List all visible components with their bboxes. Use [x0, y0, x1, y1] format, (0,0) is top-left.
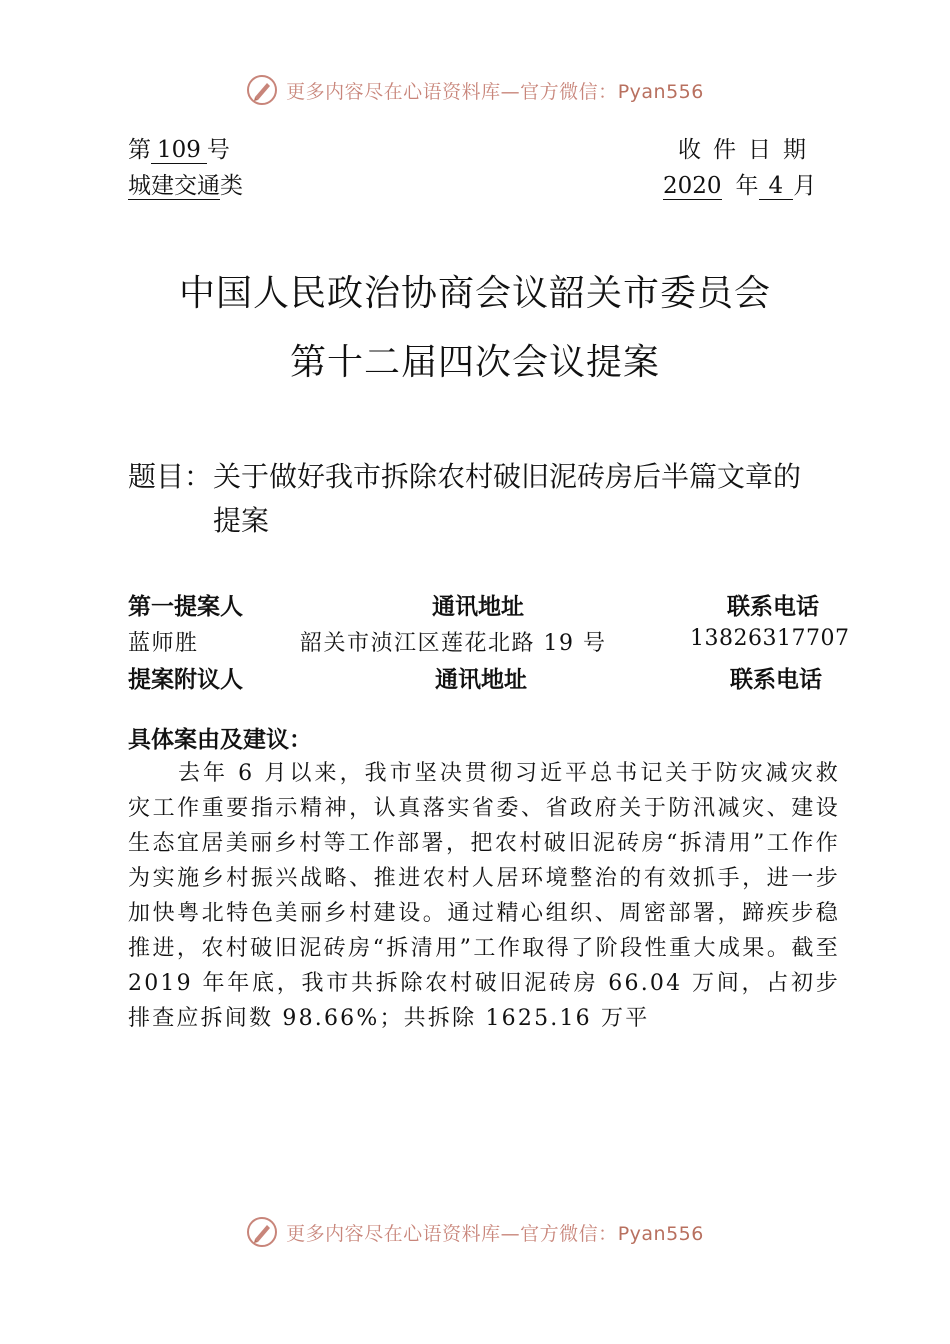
content-heading: 具体案由及建议： — [128, 727, 312, 753]
category: 城建交通类 — [128, 173, 243, 199]
receive-date: 2020 年 4 月 — [663, 173, 817, 199]
first-proposer-address: 韶关市浈江区莲花北路 19 号 — [300, 631, 607, 656]
receive-date-label: 收件日期 — [678, 137, 818, 163]
topic-label: 题目： — [128, 460, 213, 493]
page-title-line1: 中国人民政治协商会议韶关市委员会 — [178, 273, 771, 314]
watermark-text: 更多内容尽在心语资料库—官方微信：Pyan556 — [286, 1222, 704, 1245]
proposal-number: 第 109 号 — [128, 137, 230, 163]
co-proposer-label: 提案附议人 — [128, 667, 243, 693]
phone-label: 联系电话 — [727, 594, 819, 620]
topic-line1: 关于做好我市拆除农村破旧泥砖房后半篇文章的 — [213, 460, 802, 493]
address-label: 通讯地址 — [432, 594, 524, 620]
first-proposer-phone: 13826317707 — [690, 626, 850, 651]
first-proposer-label: 第一提案人 — [128, 594, 243, 620]
co-address-label: 通讯地址 — [435, 667, 527, 693]
watermark-top — [0, 74, 950, 106]
content-body — [128, 756, 840, 1036]
first-proposer-name: 蓝师胜 — [128, 631, 199, 656]
page-title-line2: 第十二届四次会议提案 — [289, 342, 660, 383]
watermark-bottom — [0, 1216, 950, 1248]
topic-line2: 提案 — [213, 504, 270, 537]
co-phone-label: 联系电话 — [730, 667, 822, 693]
watermark-text: 更多内容尽在心语资料库—官方微信：Pyan556 — [286, 80, 704, 103]
pen-logo-icon — [246, 74, 278, 106]
pen-logo-icon — [246, 1216, 278, 1248]
content-paragraph: 去年 6 月以来，我市坚决贯彻习近平总书记关于防灾减灾救灾工作重要指示精神，认真落实省委、省政府关于防汛减灾、建设生态宜居美丽乡村等工作部署，把农村破旧泥砖房“拆清用”工作作为实施乡村振兴战略、推进农村人居环境整治的有效抓手，进一步加快粤北特色美丽乡村建设。通过精心组织、周密部署，蹄疾步稳推进，农村破旧泥砖房“拆清用”工作取得了阶段性重大成果。截至 2019 年年底，我市共拆除农村破旧泥砖房 66.04 万间，占初步排查应拆间数 98.66%；共拆除 1625.16 万平 — [128, 761, 840, 1031]
